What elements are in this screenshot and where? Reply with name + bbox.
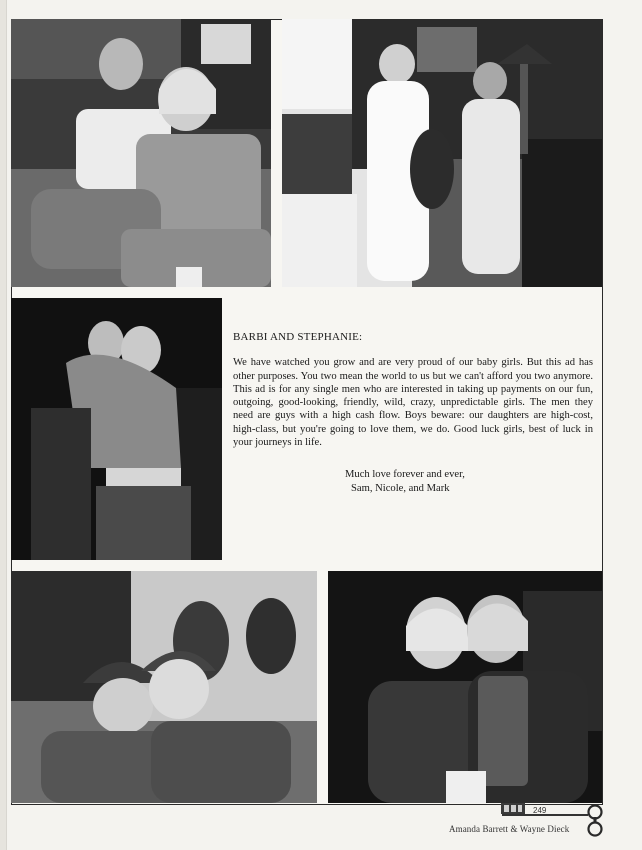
page-number: 249: [533, 806, 547, 815]
photo-girls-hugging: [11, 298, 222, 560]
ad-signature: Sam, Nicole, and Mark: [351, 482, 450, 494]
photo-credit: Amanda Barrett & Wayne Dieck: [449, 824, 570, 834]
photo-girls-in-beanies: [11, 571, 317, 803]
ad-body-text: We have watched you grow and are very proud of our baby girls. But this ad has other purposes. You two mean the world to us but we can't afford you two anymore. This ad is for any single men who are interested in taking up payments on our fun, outgoing, good-looking, friendly, wild, crazy, unpredictable girls. The men they need are guys with a high cash flow. Boys beware: our daughters are high-cost, high-class, but you're going to love them, we do. Good luck girls, best of luck in your journeys in life.: [233, 357, 593, 449]
photo-girls-laughing-couch: [11, 19, 271, 287]
ad-heading: BARBI AND STEPHANIE:: [233, 331, 363, 343]
photo-girls-smiling-overalls: [328, 571, 602, 803]
ad-closing-line: Much love forever and ever,: [345, 469, 465, 481]
page-binding-edge: [0, 0, 7, 850]
photo-girls-in-pajamas: [282, 19, 602, 287]
key-icon: [586, 803, 604, 839]
ad-closing: [233, 468, 593, 495]
ad-message-block: [233, 331, 593, 495]
publisher-logo-icon: [501, 803, 525, 814]
